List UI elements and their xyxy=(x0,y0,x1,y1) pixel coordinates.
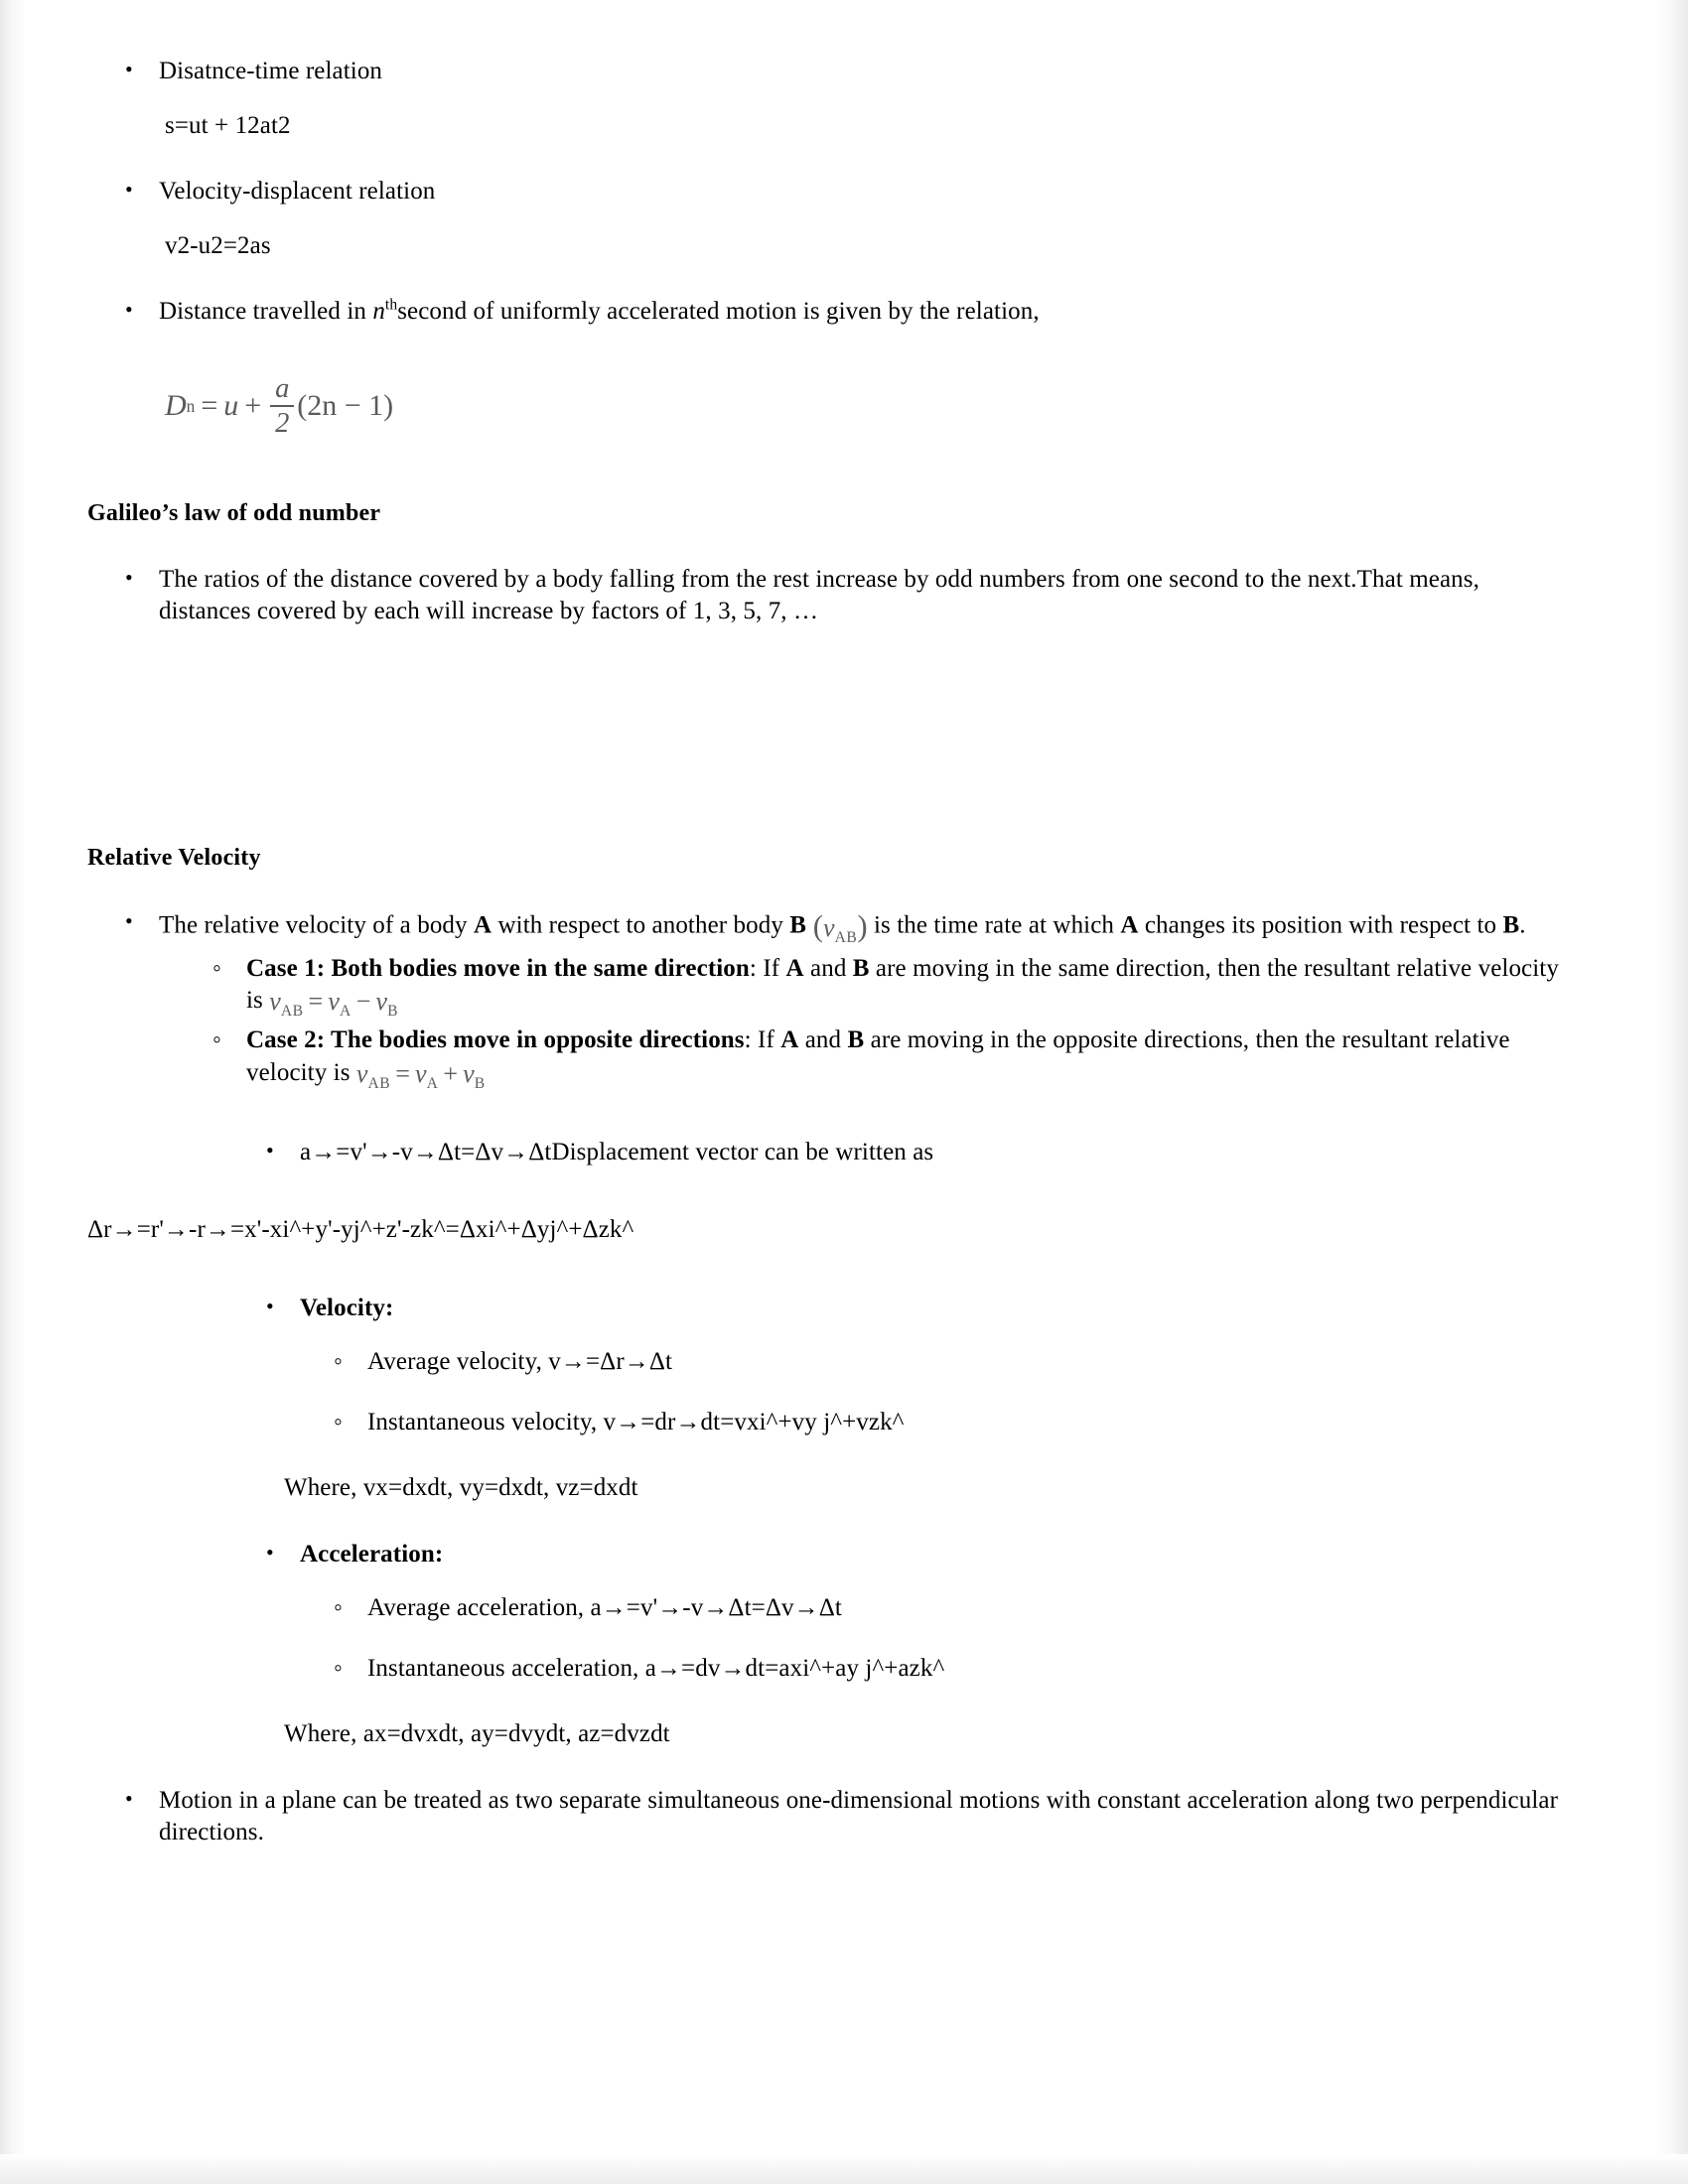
instantaneous-acceleration-text: Instantaneous acceleration, a→=dv→dt=axi^+ay j^+azk^ xyxy=(367,1654,945,1682)
distance-time-label: Disatnce-time relation xyxy=(159,58,383,84)
case-2-equals: = xyxy=(395,1059,410,1089)
list-item-relative-velocity-intro xyxy=(125,907,1569,947)
bullet-circle-icon xyxy=(334,1653,367,1686)
list-item-average-acceleration xyxy=(334,1592,1569,1625)
symbol-subscript: AB xyxy=(834,928,858,946)
nth-second-variable: n xyxy=(372,298,385,325)
case-2-title: Case 2: The bodies move in opposite directions xyxy=(246,1026,745,1054)
velocity-where-text: Where, vx=dxdt, vy=dxdt, vz=dxdt xyxy=(284,1474,638,1502)
case-2-desc-part2: and xyxy=(798,1026,848,1054)
intro-part3: is the time rate at which xyxy=(867,911,1121,939)
case-1-rhs1-v: v xyxy=(328,987,340,1017)
intro-body-a: A xyxy=(473,911,492,939)
scan-edge-bottom xyxy=(0,2154,1688,2184)
bullet-circle-icon xyxy=(212,953,246,986)
case-2-formula xyxy=(356,1057,486,1091)
formula-numerator: a xyxy=(275,372,290,404)
case-2-desc-part1: If xyxy=(758,1026,781,1054)
displacement-vector-line: Δr→=r'→-r→=x'-xi^+y'-yj^+z'-zk^=Δxi^+Δyj^+Δzk^ xyxy=(87,1216,634,1244)
formula-lhs-variable: D xyxy=(165,389,187,423)
galileo-bullet-text: The ratios of the distance covered by a body falling from the rest increase by odd numbers from one second to the next.That means, distances covered by each will increase by factors of 1, 3, 5, 7, … xyxy=(159,565,1479,625)
formula-fraction xyxy=(270,374,294,440)
case-2-desc-part3: are moving in the opposite directions, then the resultant relative velocity is xyxy=(246,1026,1510,1086)
list-item-instantaneous-acceleration xyxy=(334,1653,1569,1686)
formula-u: u xyxy=(223,389,239,423)
list-item-case-2 xyxy=(212,1024,1569,1091)
list-item-case-1 xyxy=(212,953,1569,1020)
bullet-disc-icon xyxy=(266,1293,300,1321)
acceleration-where-text: Where, ax=dvxdt, ay=dvydt, az=dvzdt xyxy=(284,1720,670,1748)
bullet-disc-icon xyxy=(125,907,159,936)
acceleration-vector-line: a→=v'→-v→Δt=Δv→ΔtDisplacement vector can be written as xyxy=(300,1138,934,1165)
bullet-disc-icon xyxy=(125,1785,159,1814)
list-item-galileo xyxy=(125,564,1569,628)
intro-body-b2: B xyxy=(1502,911,1520,939)
relative-velocity-symbol xyxy=(806,907,868,947)
formula-fraction-bar xyxy=(270,405,294,407)
case-2-text xyxy=(246,1024,1569,1091)
list-item-velocity-displacement xyxy=(125,176,1569,208)
acceleration-heading: Acceleration: xyxy=(300,1540,444,1568)
distance-time-equation: s=ut + 12at2 xyxy=(165,111,291,139)
case-2-body-b: B xyxy=(847,1026,865,1054)
case-2-rhs1-v: v xyxy=(414,1059,427,1089)
symbol-close-paren: ) xyxy=(857,908,868,943)
bullet-circle-icon xyxy=(334,1592,367,1625)
intro-period: . xyxy=(1519,911,1526,939)
symbol-open-paren: ( xyxy=(812,908,824,943)
case-1-body-b: B xyxy=(852,954,870,982)
intro-part4: changes its position with respect to xyxy=(1138,911,1503,939)
list-item-acceleration-heading xyxy=(266,1539,1569,1571)
velocity-displacement-label: Velocity-displacent relation xyxy=(159,178,436,205)
relative-velocity-intro-text xyxy=(159,907,1569,947)
case-2-operator: + xyxy=(443,1059,459,1089)
list-item-average-velocity xyxy=(334,1346,1569,1379)
case-1-lhs-sub: AB xyxy=(280,1003,304,1021)
case-2-rhs1-sub: A xyxy=(426,1075,439,1093)
nth-second-text-before: Distance travelled in xyxy=(159,298,373,325)
case-1-rhs1-sub: A xyxy=(339,1003,352,1021)
nth-second-formula-block xyxy=(165,374,1569,440)
case-1-rhs2-sub: B xyxy=(387,1003,399,1021)
case-2-lhs-sub: AB xyxy=(367,1075,391,1093)
nth-second-ordinal: th xyxy=(384,296,398,314)
list-item-motion-in-plane xyxy=(125,1785,1569,1849)
case-1-rhs2-v: v xyxy=(375,987,388,1017)
bullet-disc-icon xyxy=(125,296,159,325)
section-heading-galileo: Galileo’s law of odd number xyxy=(87,500,381,527)
case-2-lhs-v: v xyxy=(355,1059,368,1089)
formula-equals: = xyxy=(201,389,218,423)
list-item-nth-second xyxy=(125,296,1569,329)
case-2-rhs2-sub: B xyxy=(474,1075,486,1093)
case-1-lhs-v: v xyxy=(269,987,281,1017)
nth-second-text-after: second of uniformly accelerated motion is given by the relation, xyxy=(397,298,1040,325)
bullet-disc-icon xyxy=(266,1137,300,1165)
bullet-circle-icon xyxy=(212,1024,246,1057)
bullet-disc-icon xyxy=(125,564,159,593)
list-item-instantaneous-velocity xyxy=(334,1407,1569,1439)
average-acceleration-text: Average acceleration, a→=v'→-v→Δt=Δv→Δt xyxy=(367,1594,842,1622)
velocity-displacement-equation: v2-u2=2as xyxy=(165,231,271,259)
case-1-desc-part1: If xyxy=(763,954,786,982)
bullet-disc-icon xyxy=(266,1539,300,1568)
intro-body-a2: A xyxy=(1120,911,1139,939)
symbol-v: v xyxy=(823,912,835,942)
intro-body-b: B xyxy=(789,911,807,939)
list-item-velocity-heading xyxy=(266,1293,1569,1325)
bullet-disc-icon xyxy=(125,56,159,84)
bullet-circle-icon xyxy=(334,1346,367,1379)
case-2-body-a: A xyxy=(780,1026,799,1054)
case-1-equals: = xyxy=(308,987,324,1017)
case-1-desc-part2: and xyxy=(803,954,853,982)
case-2-rhs2-v: v xyxy=(463,1059,475,1089)
case-1-operator: − xyxy=(355,987,371,1017)
case-1-body-a: A xyxy=(785,954,804,982)
formula-denominator: 2 xyxy=(275,408,290,440)
case-2-colon: : xyxy=(744,1026,759,1054)
list-item-distance-time xyxy=(125,56,1569,88)
formula-plus: + xyxy=(244,389,262,423)
nth-second-formula: D n = u + $\frac{a}{2}$ (2n − 1) xyxy=(165,372,394,440)
instantaneous-velocity-text: Instantaneous velocity, v→=dr→dt=vxi^+vy j^+vzk^ xyxy=(367,1408,905,1435)
case-1-title: Case 1: Both bodies move in the same direction xyxy=(246,954,750,982)
case-1-colon: : xyxy=(749,954,764,982)
case-1-desc-part3: are moving in the same direction, then the resultant relative velocity is xyxy=(246,954,1559,1015)
case-1-formula xyxy=(269,985,398,1019)
average-velocity-text: Average velocity, v→=Δr→Δt xyxy=(367,1348,673,1376)
intro-part1: The relative velocity of a body xyxy=(159,911,474,939)
bullet-circle-icon xyxy=(334,1407,367,1439)
list-item-acceleration-vector xyxy=(266,1137,1569,1169)
motion-in-plane-text: Motion in a plane can be treated as two separate simultaneous one-dimensional motions with constant acceleration along two perpendicular directions. xyxy=(159,1786,1558,1846)
intro-part2: with respect to another body xyxy=(492,911,790,939)
section-heading-relative-velocity: Relative Velocity xyxy=(87,844,261,871)
bullet-disc-icon xyxy=(125,176,159,205)
velocity-heading: Velocity: xyxy=(300,1294,394,1321)
formula-factor: (2n − 1) xyxy=(297,389,394,423)
nth-second-sentence xyxy=(159,296,1569,329)
case-1-text xyxy=(246,953,1569,1020)
